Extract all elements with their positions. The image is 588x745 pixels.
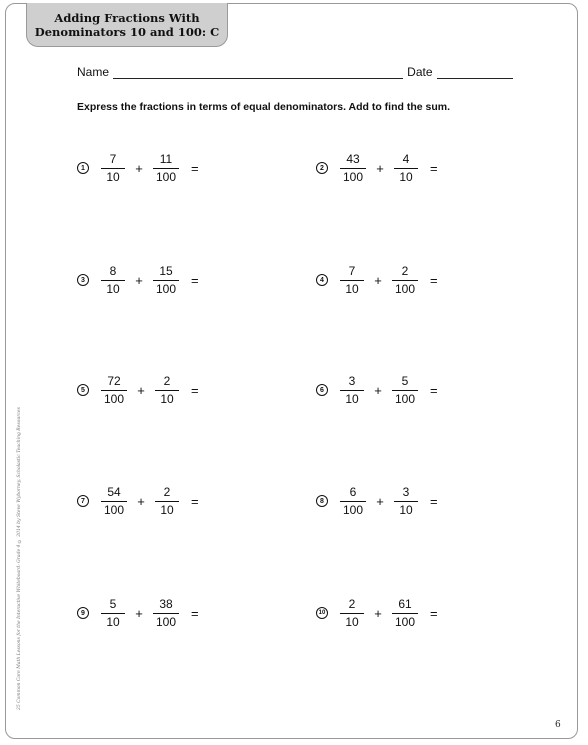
- equals-sign: =: [430, 272, 438, 288]
- problem-number: 8: [316, 495, 328, 507]
- denominator: 100: [342, 169, 364, 184]
- problem-6: [316, 370, 438, 410]
- plus-sign: +: [135, 160, 143, 176]
- numerator: 43: [346, 151, 360, 166]
- numerator: 8: [109, 263, 117, 278]
- numerator: 5: [109, 596, 117, 611]
- equals-sign: =: [191, 160, 199, 176]
- denominator: 100: [155, 169, 177, 184]
- denominator: 100: [342, 502, 364, 517]
- problem-10: [316, 593, 438, 633]
- numerator: 11: [159, 151, 173, 166]
- fraction-a: [340, 374, 364, 407]
- name-date-row: [77, 63, 513, 79]
- numerator: 2: [401, 263, 409, 278]
- problem-8: [316, 481, 438, 521]
- denominator: 10: [106, 169, 120, 184]
- problem-number: 1: [77, 162, 89, 174]
- plus-sign: +: [137, 382, 145, 398]
- fraction-b: [153, 152, 179, 185]
- denominator: 10: [345, 391, 359, 406]
- problem-number: 6: [316, 384, 328, 396]
- plus-sign: +: [135, 272, 143, 288]
- numerator: 54: [107, 484, 121, 499]
- worksheet-title: [26, 3, 228, 47]
- fraction-b: [394, 485, 418, 518]
- numerator: 5: [401, 373, 409, 388]
- denominator: 100: [155, 281, 177, 296]
- name-label: Name: [77, 65, 110, 79]
- numerator: 3: [402, 484, 410, 499]
- problem-number: 2: [316, 162, 328, 174]
- plus-sign: +: [374, 382, 382, 398]
- problem-number: 10: [316, 607, 328, 619]
- fraction-a: [101, 374, 127, 407]
- problem-4: [316, 260, 438, 300]
- numerator: 6: [349, 484, 357, 499]
- denominator: 100: [103, 391, 125, 406]
- problem-number: 3: [77, 274, 89, 286]
- fraction-b: [394, 152, 418, 185]
- equals-sign: =: [191, 382, 199, 398]
- plus-sign: +: [374, 272, 382, 288]
- problem-9: [77, 593, 199, 633]
- equals-sign: =: [430, 605, 438, 621]
- instructions: Express the fractions in terms of equal denominators. Add to find the sum.: [77, 101, 450, 113]
- denominator: 10: [160, 502, 174, 517]
- date-field-line[interactable]: [437, 67, 513, 79]
- fraction-b: [155, 485, 179, 518]
- problem-number: 4: [316, 274, 328, 286]
- problem-1: [77, 148, 199, 188]
- equals-sign: =: [191, 493, 199, 509]
- problem-5: [77, 370, 199, 410]
- numerator: 3: [348, 373, 356, 388]
- copyright-credit: 25 Common Core Math Lessons for the Interactive Whiteboard: Grade 4 © 2014 by Steve Wyborney, Scholastic Teaching Resources: [17, 407, 22, 710]
- equals-sign: =: [430, 160, 438, 176]
- name-field-line[interactable]: [113, 67, 403, 79]
- numerator: 2: [348, 596, 356, 611]
- numerator: 2: [163, 484, 171, 499]
- denominator: 10: [345, 614, 359, 629]
- fraction-b: [392, 374, 418, 407]
- title-line-1: Adding Fractions With: [54, 10, 200, 25]
- problem-2: [316, 148, 438, 188]
- equals-sign: =: [191, 605, 199, 621]
- fraction-b: [392, 597, 418, 630]
- problem-number: 9: [77, 607, 89, 619]
- fraction-b: [392, 264, 418, 297]
- equals-sign: =: [191, 272, 199, 288]
- denominator: 10: [160, 391, 174, 406]
- fraction-a: [340, 485, 366, 518]
- page-number: 6: [555, 720, 561, 730]
- fraction-b: [153, 597, 179, 630]
- numerator: 7: [109, 151, 117, 166]
- numerator: 2: [163, 373, 171, 388]
- numerator: 61: [398, 596, 412, 611]
- problem-3: [77, 260, 199, 300]
- problem-number: 7: [77, 495, 89, 507]
- denominator: 100: [394, 281, 416, 296]
- plus-sign: +: [376, 493, 384, 509]
- plus-sign: +: [137, 493, 145, 509]
- problem-7: [77, 481, 199, 521]
- numerator: 7: [348, 263, 356, 278]
- fraction-b: [153, 264, 179, 297]
- denominator: 10: [345, 281, 359, 296]
- numerator: 38: [159, 596, 173, 611]
- numerator: 15: [159, 263, 173, 278]
- denominator: 10: [399, 169, 413, 184]
- denominator: 100: [155, 614, 177, 629]
- denominator: 100: [394, 614, 416, 629]
- numerator: 4: [402, 151, 410, 166]
- fraction-a: [101, 485, 127, 518]
- plus-sign: +: [376, 160, 384, 176]
- plus-sign: +: [135, 605, 143, 621]
- equals-sign: =: [430, 493, 438, 509]
- denominator: 10: [399, 502, 413, 517]
- fraction-b: [155, 374, 179, 407]
- denominator: 10: [106, 614, 120, 629]
- denominator: 100: [394, 391, 416, 406]
- fraction-a: [101, 152, 125, 185]
- fraction-a: [101, 264, 125, 297]
- fraction-a: [340, 597, 364, 630]
- date-label: Date: [407, 65, 433, 79]
- numerator: 72: [107, 373, 121, 388]
- problem-number: 5: [77, 384, 89, 396]
- plus-sign: +: [374, 605, 382, 621]
- equals-sign: =: [430, 382, 438, 398]
- denominator: 10: [106, 281, 120, 296]
- denominator: 100: [103, 502, 125, 517]
- fraction-a: [340, 264, 364, 297]
- fraction-a: [340, 152, 366, 185]
- fraction-a: [101, 597, 125, 630]
- title-line-2: Denominators 10 and 100: C: [34, 24, 220, 39]
